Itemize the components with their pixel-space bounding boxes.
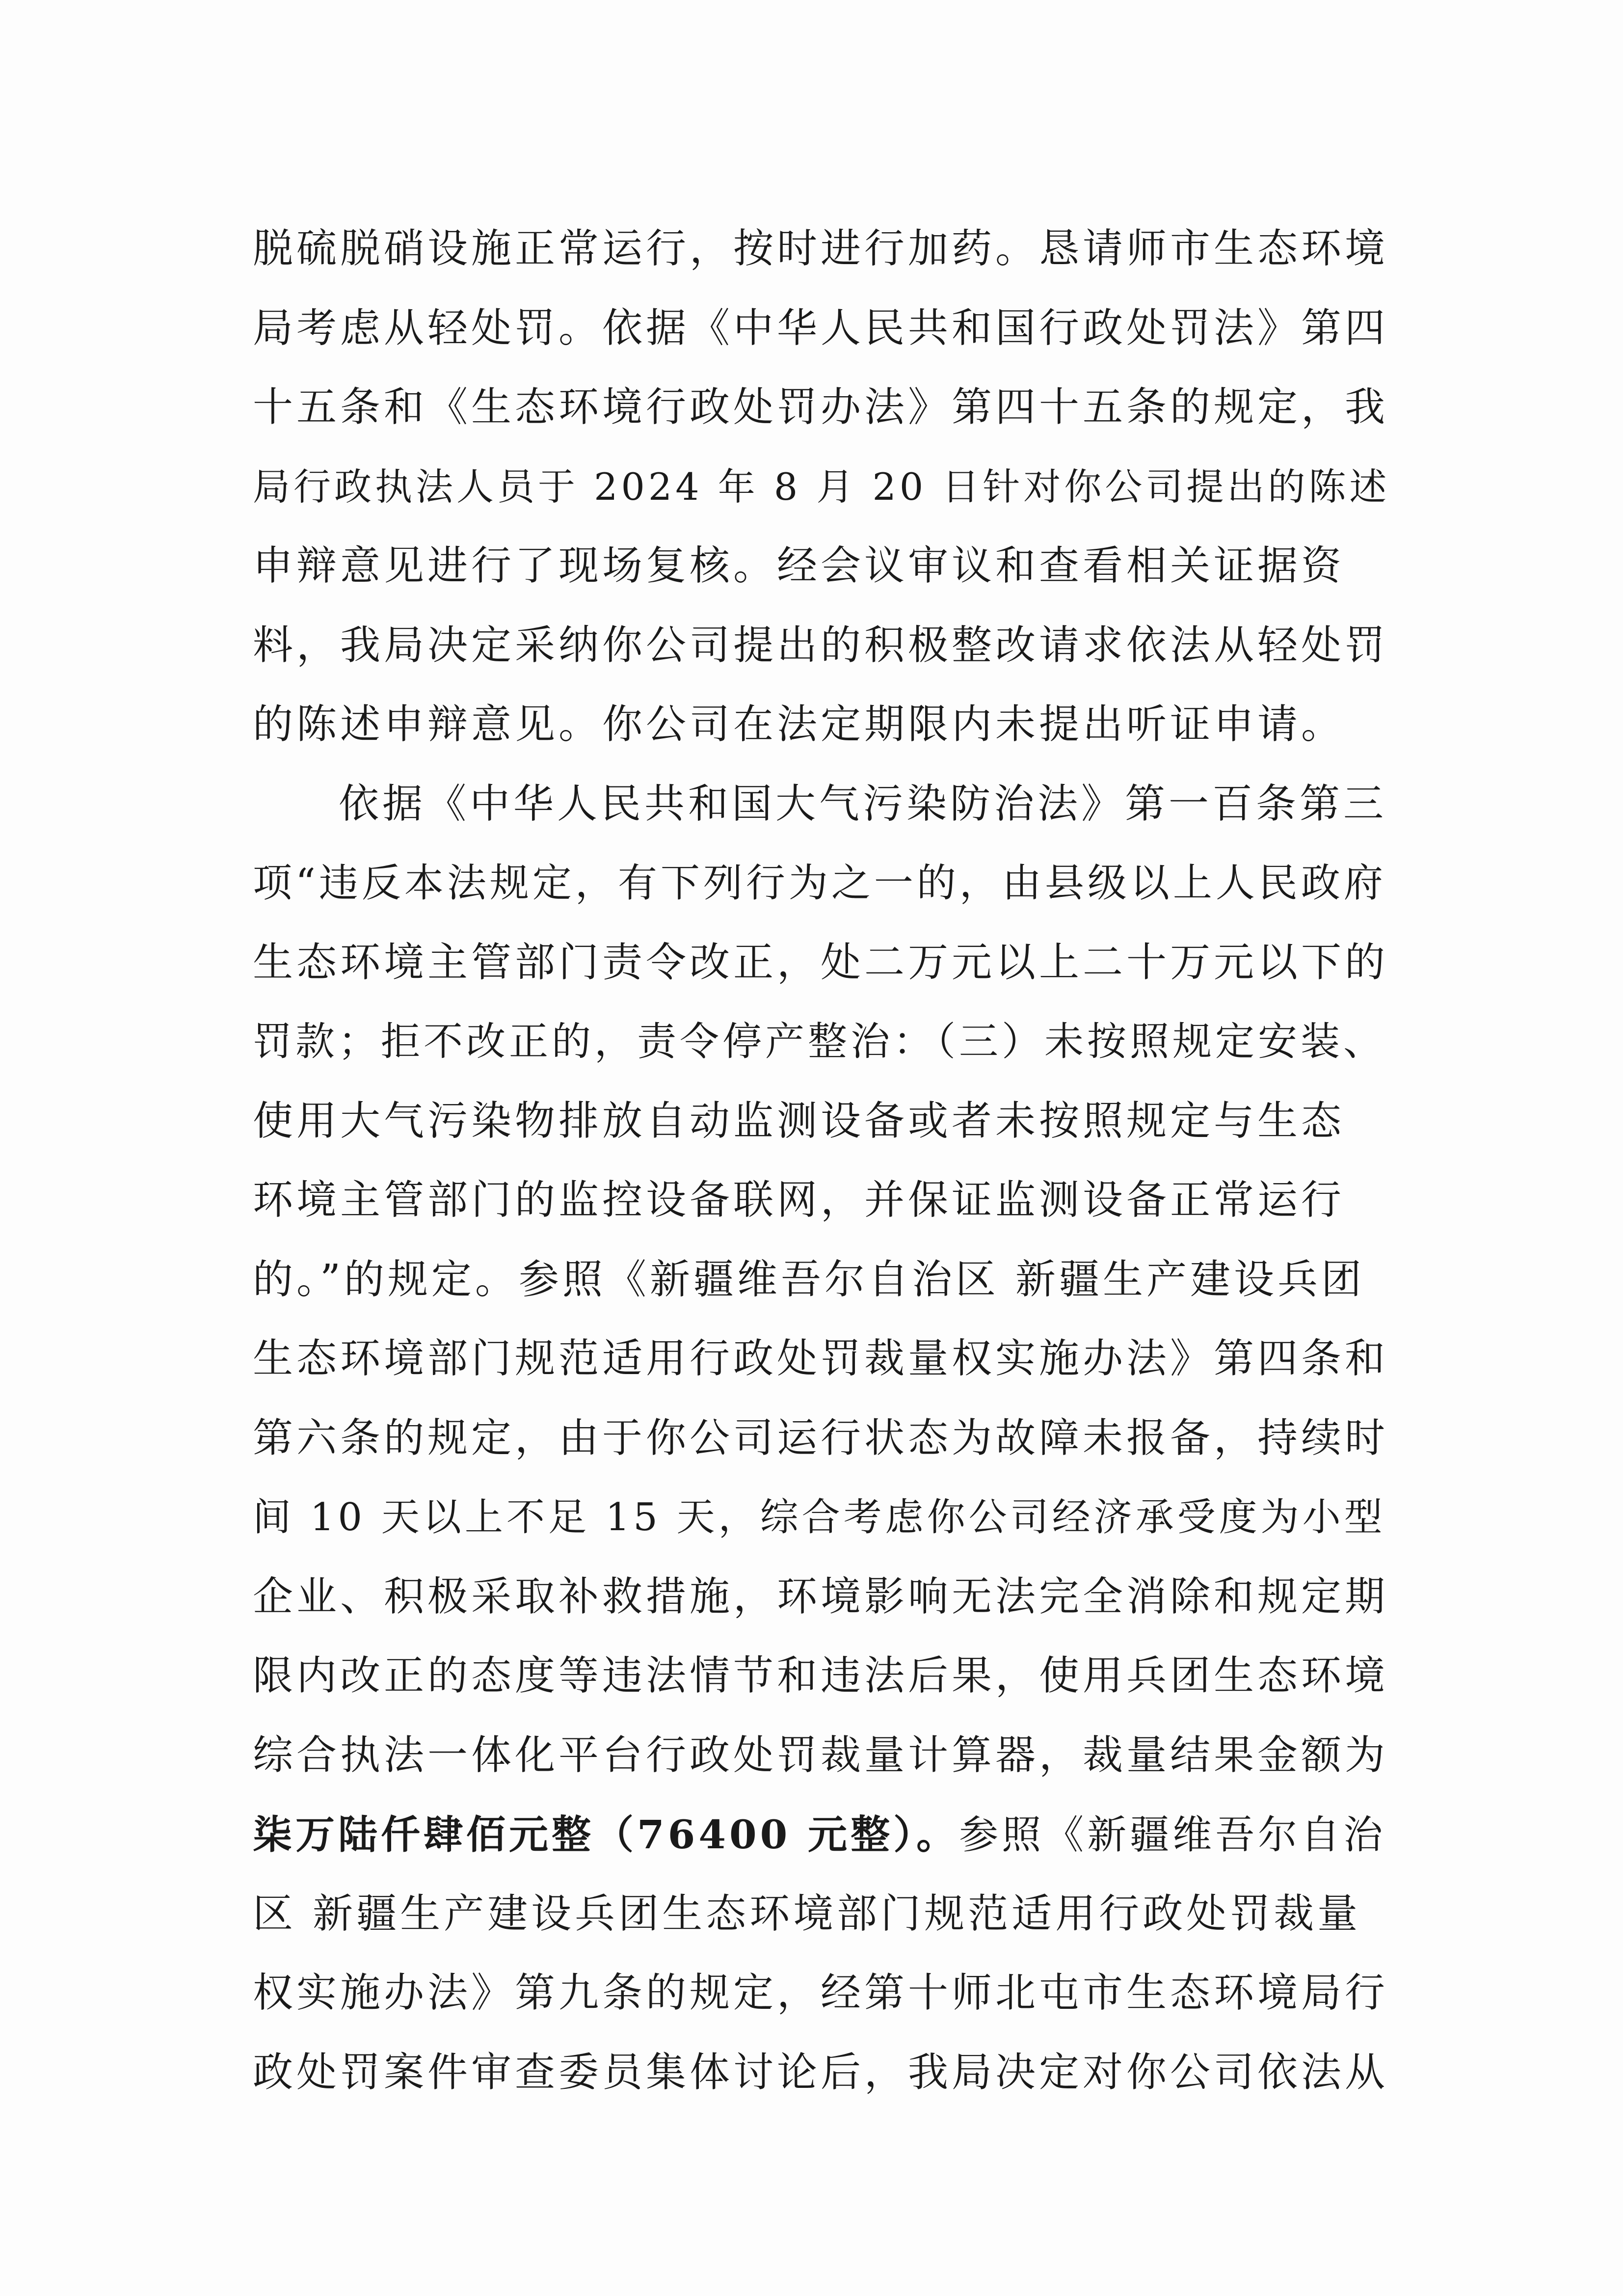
text-line <box>253 846 1391 920</box>
text-line <box>253 1877 1391 1951</box>
text-segment: 区 新疆生产建设兵团生态环境部门规范适用行政处罚裁量 <box>253 1891 1361 1937</box>
text-line <box>253 2036 1391 2109</box>
text-segment: 环境主管部门的监控设备联网，并保证监测设备正常运行 <box>253 1177 1345 1223</box>
text-segment: 局考虑从轻处罚。依据《中华人民共和国行政处罚法》第四 <box>253 305 1389 351</box>
text-line <box>253 450 1391 524</box>
text-line-indented <box>339 767 1391 841</box>
text-segment: 脱硫脱硝设施正常运行，按时进行加药。恳请师市生态环境 <box>253 225 1389 272</box>
text-line <box>253 1163 1391 1237</box>
text-line <box>253 529 1391 603</box>
text-segment: 政处罚案件审查委员集体讨论后，我局决定对你公司依法从 <box>253 2049 1389 2096</box>
text-segment: 参照《新疆维吾尔自治 <box>959 1812 1386 1858</box>
text-line <box>253 1481 1391 1554</box>
text-segment: 依据《中华人民共和国大气污染防治法》第一百条第三 <box>339 781 1387 827</box>
text-line <box>253 609 1391 682</box>
text-segment: 生态环境部门规范适用行政处罚裁量权实施办法》第四条和 <box>253 1335 1389 1382</box>
text-line <box>253 1243 1391 1317</box>
text-segment: 局行政执法人员于 2024 年 8 月 20 日针对你公司提出的陈述 <box>253 465 1390 509</box>
text-line <box>253 1639 1391 1713</box>
text-segment: 十五条和《生态环境行政处罚办法》第四十五条的规定，我 <box>253 384 1389 431</box>
text-segment: 间 10 天以上不足 15 天，综合考虑你公司经济承受度为小型 <box>253 1495 1386 1540</box>
text-segment: 申辩意见进行了现场复核。经会议审议和查看相关证据资 <box>253 542 1345 589</box>
text-line <box>253 371 1391 444</box>
text-segment: 第六条的规定，由于你公司运行状态为故障未报备，持续时 <box>253 1415 1389 1461</box>
text-segment: 的陈述申辩意见。你公司在法定期限内未提出听证申请。 <box>253 701 1345 748</box>
text-line <box>253 926 1391 999</box>
text-line <box>253 1402 1391 1475</box>
penalty-amount: 柒万陆仟肆佰元整（76400 元整）。 <box>253 1811 959 1858</box>
text-segment: 料，我局决定采纳你公司提出的积极整改请求依法从轻处罚 <box>253 622 1389 669</box>
text-line <box>253 212 1391 286</box>
text-segment: 综合执法一体化平台行政处罚裁量计算器，裁量结果金额为 <box>253 1732 1389 1779</box>
text-segment: 企业、积极采取补救措施，环境影响无法完全消除和规定期 <box>253 1573 1389 1620</box>
text-segment: 限内改正的态度等违法情节和违法后果，使用兵团生态环境 <box>253 1652 1389 1699</box>
text-segment: 生态环境主管部门责令改正，处二万元以上二十万元以下的 <box>253 939 1389 986</box>
text-line <box>253 1005 1391 1079</box>
text-segment: 罚款；拒不改正的，责令停产整治：（三）未按照规定安装、 <box>253 1019 1386 1064</box>
text-line <box>253 292 1391 365</box>
text-line <box>253 1956 1391 2030</box>
text-segment: 项“违反本法规定，有下列行为之一的，由县级以上人民政府 <box>253 860 1386 906</box>
text-line <box>253 688 1391 761</box>
text-segment: 使用大气污染物排放自动监测设备或者未按照规定与生态 <box>253 1098 1345 1144</box>
text-segment: 权实施办法》第九条的规定，经第十师北屯市生态环境局行 <box>253 1970 1389 2016</box>
text-line <box>253 1798 1391 1871</box>
text-line <box>253 1084 1391 1158</box>
text-line <box>253 1719 1391 1792</box>
text-line <box>253 1560 1391 1634</box>
text-segment: 的。”的规定。参照《新疆维吾尔自治区 新疆生产建设兵团 <box>253 1256 1365 1303</box>
text-line <box>253 1322 1391 1396</box>
